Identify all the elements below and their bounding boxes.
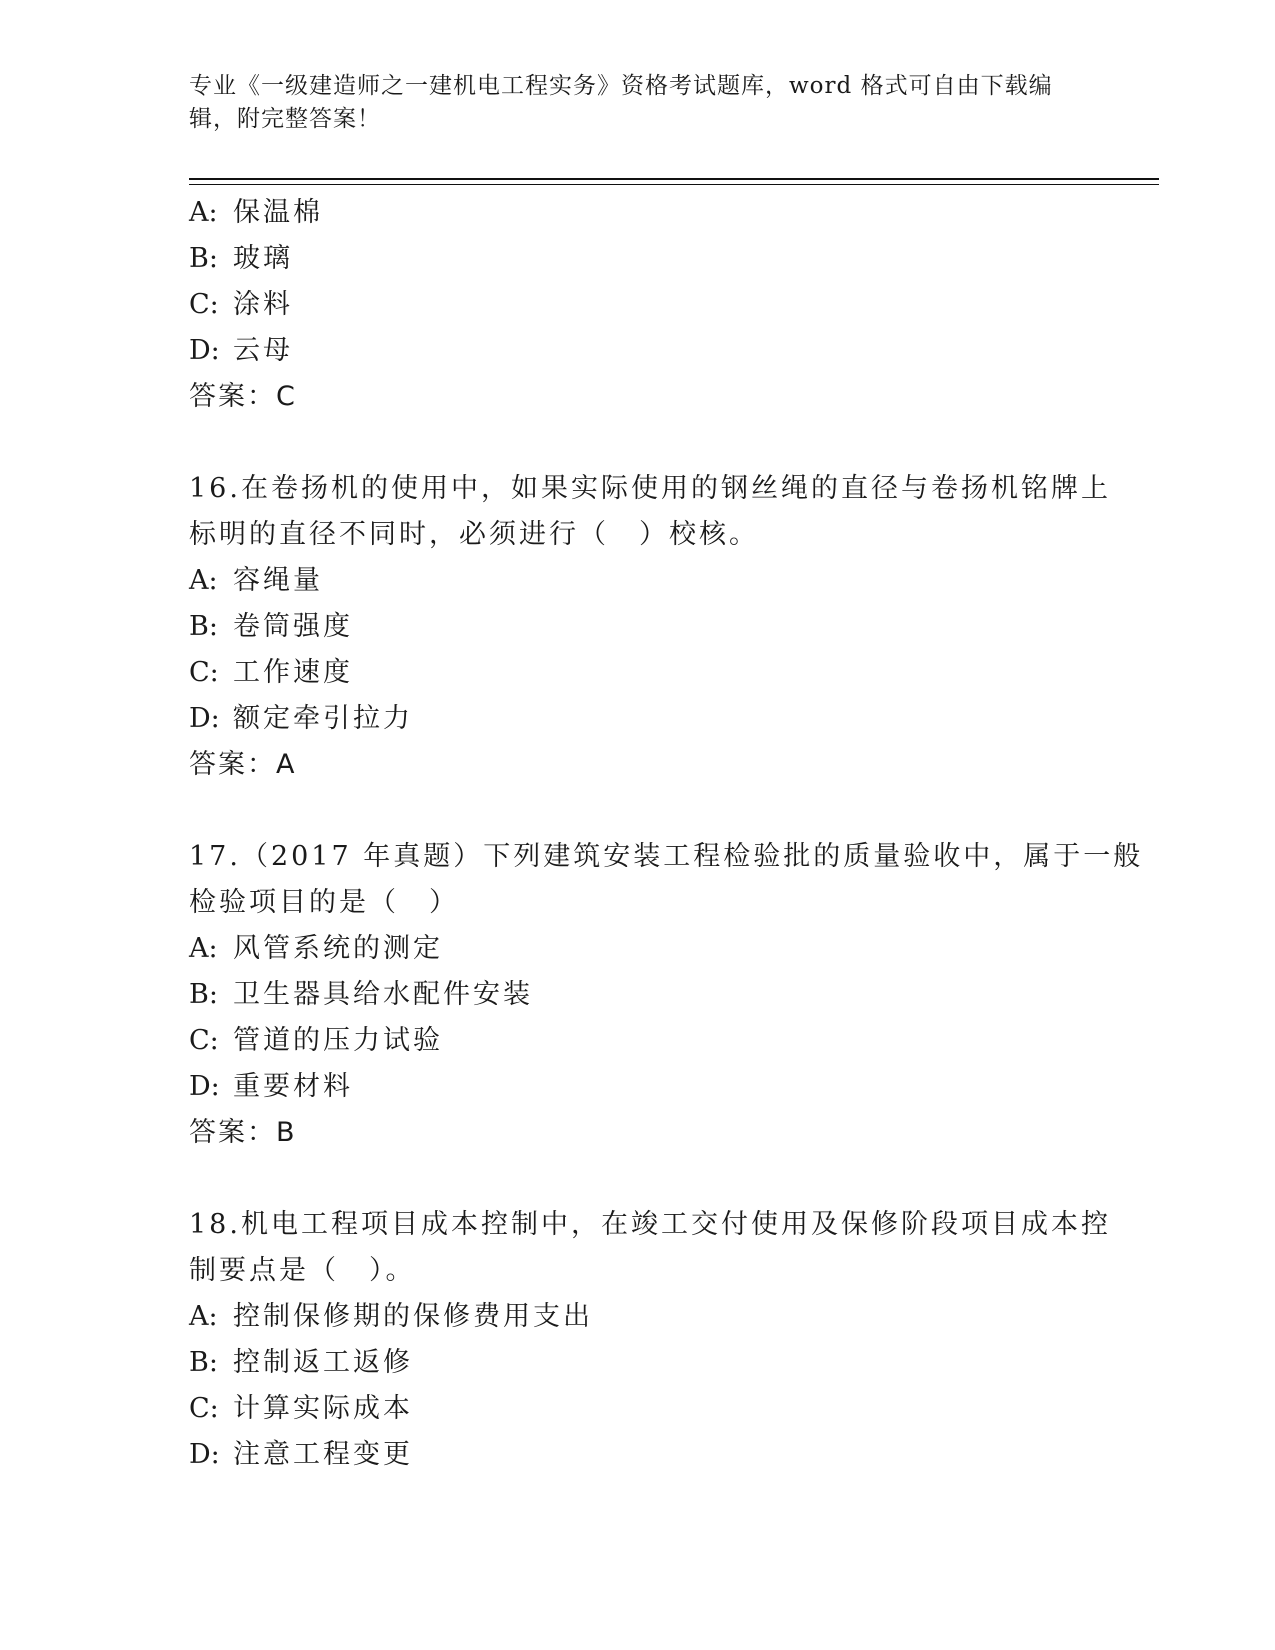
option-c bbox=[189, 650, 1149, 696]
question-16 bbox=[189, 466, 1149, 788]
question-list bbox=[189, 190, 1149, 1478]
spacer bbox=[189, 788, 1149, 834]
option-letter: D: bbox=[189, 1439, 220, 1470]
question-15-continued bbox=[189, 190, 1149, 420]
option-c bbox=[189, 1386, 1149, 1432]
option-d bbox=[189, 328, 1149, 374]
option-text: 云母 bbox=[233, 335, 293, 366]
option-text: 额定牵引拉力 bbox=[233, 703, 413, 734]
option-d bbox=[189, 1432, 1149, 1478]
answer-line: 答案：C bbox=[189, 381, 297, 412]
option-c bbox=[189, 1018, 1149, 1064]
option-d bbox=[189, 696, 1149, 742]
option-text: 卫生器具给水配件安装 bbox=[233, 979, 533, 1010]
option-letter: C: bbox=[189, 657, 219, 688]
option-letter: C: bbox=[189, 1025, 219, 1056]
option-letter: B: bbox=[189, 979, 218, 1010]
page-header bbox=[189, 70, 1089, 136]
option-a bbox=[189, 558, 1149, 604]
option-letter: C: bbox=[189, 1393, 219, 1424]
option-letter: B: bbox=[189, 243, 218, 274]
option-text: 工作速度 bbox=[233, 657, 353, 688]
option-text: 保温棉 bbox=[233, 197, 323, 228]
option-a bbox=[189, 926, 1149, 972]
option-a bbox=[189, 1294, 1149, 1340]
question-stem-line-2: 制要点是（ ）。 bbox=[189, 1255, 416, 1286]
option-a bbox=[189, 190, 1149, 236]
option-text: 计算实际成本 bbox=[233, 1393, 413, 1424]
question-17 bbox=[189, 834, 1149, 1156]
answer-line: 答案：B bbox=[189, 1117, 297, 1148]
option-text: 卷筒强度 bbox=[233, 611, 353, 642]
option-text: 管道的压力试验 bbox=[233, 1025, 443, 1056]
option-b bbox=[189, 972, 1149, 1018]
option-letter: B: bbox=[189, 1347, 218, 1378]
header-line-2: 辑，附完整答案！ bbox=[189, 106, 381, 132]
option-letter: D: bbox=[189, 703, 220, 734]
option-d bbox=[189, 1064, 1149, 1110]
header-rule-thick bbox=[189, 178, 1159, 180]
option-letter: A: bbox=[189, 1301, 218, 1332]
header-rule-thin bbox=[189, 184, 1159, 185]
question-stem-line-1: 17.（2017 年真题）下列建筑安装工程检验批的质量验收中，属于一般 bbox=[189, 841, 1144, 872]
option-letter: D: bbox=[189, 1071, 220, 1102]
question-18 bbox=[189, 1202, 1149, 1478]
option-letter: C: bbox=[189, 289, 219, 320]
option-b bbox=[189, 604, 1149, 650]
option-c bbox=[189, 282, 1149, 328]
option-letter: A: bbox=[189, 565, 218, 596]
option-text: 涂料 bbox=[233, 289, 293, 320]
option-text: 玻璃 bbox=[233, 243, 293, 274]
option-text: 控制保修期的保修费用支出 bbox=[233, 1301, 593, 1332]
option-text: 注意工程变更 bbox=[233, 1439, 413, 1470]
option-text: 控制返工返修 bbox=[233, 1347, 413, 1378]
answer-line: 答案：A bbox=[189, 749, 297, 780]
option-b bbox=[189, 1340, 1149, 1386]
spacer bbox=[189, 1156, 1149, 1202]
option-letter: B: bbox=[189, 611, 218, 642]
question-stem-line-2: 检验项目的是（ ） bbox=[189, 887, 459, 918]
option-letter: A: bbox=[189, 933, 218, 964]
option-text: 重要材料 bbox=[233, 1071, 353, 1102]
option-letter: A: bbox=[189, 197, 218, 228]
question-stem-line-1: 18.机电工程项目成本控制中，在竣工交付使用及保修阶段项目成本控 bbox=[189, 1209, 1111, 1240]
question-stem-line-2: 标明的直径不同时，必须进行（ ）校核。 bbox=[189, 519, 759, 550]
option-text: 容绳量 bbox=[233, 565, 323, 596]
option-text: 风管系统的测定 bbox=[233, 933, 443, 964]
option-b bbox=[189, 236, 1149, 282]
question-stem-line-1: 16.在卷扬机的使用中，如果实际使用的钢丝绳的直径与卷扬机铭牌上 bbox=[189, 473, 1111, 504]
option-letter: D: bbox=[189, 335, 220, 366]
header-line-1: 专业《一级建造师之一建机电工程实务》资格考试题库，word 格式可自由下载编 bbox=[189, 73, 1053, 99]
spacer bbox=[189, 420, 1149, 466]
